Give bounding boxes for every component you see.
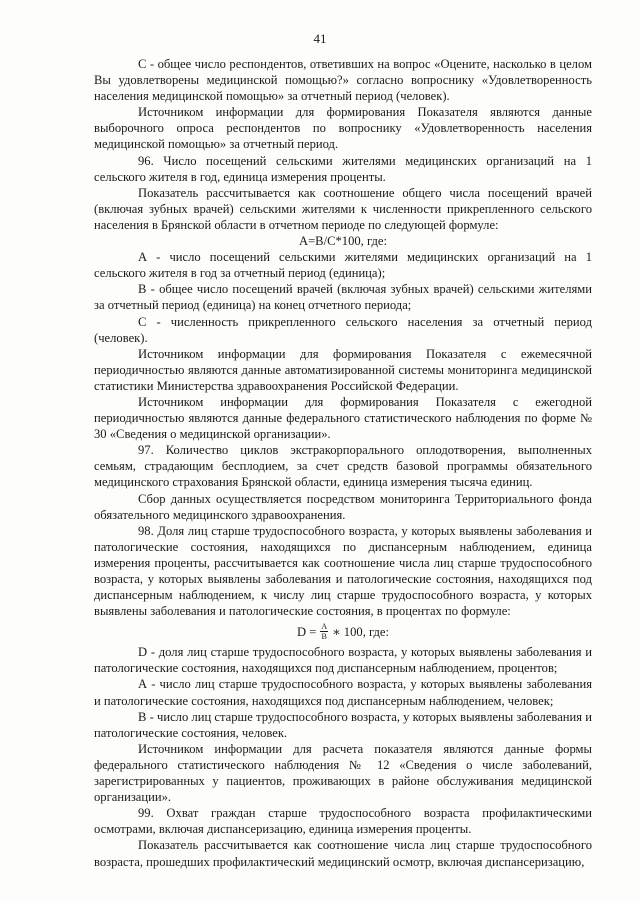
paragraph: Источником информации для формирования Показателя с ежегодной периодичностью являются данные федерального статистического наблюдения по форме № 30 «Сведения о медицинской организации». — [94, 394, 592, 442]
paragraph: Сбор данных осуществляется посредством мониторинга Территориального фонда обязательного медицинского здравоохранения. — [94, 491, 592, 522]
paragraphs-after-formula-1 — [94, 249, 592, 619]
paragraph: Показатель рассчитывается как соотношение числа лиц старше трудоспособного возраста, прошедших профилактический медицинский осмотр, включая диспансеризацию, — [94, 838, 592, 869]
paragraph: Показатель рассчитывается как соотношение общего числа посещений врачей (включая зубных врачей) сельскими жителями к численности прикрепленного сельского населения в Брянской области в отчетном периоде по следующей формуле: — [94, 185, 592, 232]
formula-2-numerator: A — [321, 622, 328, 632]
paragraph: В - общее число посещений врачей (включая зубных врачей) сельскими жителями за отчетный период (единица) на конец отчетного периода; — [94, 282, 592, 313]
paragraph: А - число лиц старше трудоспособного возраста, у которых выявлены заболевания и патологические состояния, находящихся под диспансерным наблюдением, человек; — [94, 677, 592, 708]
paragraph: С - общее число респондентов, ответивших на вопрос «Оцените, насколько в целом Вы удовлетворены медицинской помощью?» согласно вопроснику «Удовлетворенность населения медицинской помощью» за отчетный период (человек). — [94, 57, 592, 104]
page-number: 41 — [313, 31, 327, 46]
paragraph: С - численность прикрепленного сельского населения за отчетный период (человек). — [94, 314, 592, 345]
document-body — [94, 56, 592, 870]
paragraph: Источником информации для формирования Показателя являются данные выборочного опроса респондентов по вопроснику «Удовлетворенность населения медицинской помощью» за отчетный период. — [94, 105, 592, 152]
formula-2-lhs: D = — [296, 624, 317, 639]
formula-2-denominator: B — [321, 632, 327, 642]
formula-2-rhs: ∗ 100, где: — [332, 624, 390, 639]
paragraph: 97. Количество циклов экстракорпорального оплодотворения, выполненных семьям, страдающим бесплодием, за счет средств базовой программы обязательного медицинского страхования Брянской области, единица измерения тысяча единиц. — [94, 443, 592, 490]
paragraph: В - число лиц старше трудоспособного возраста, у которых выявлены заболевания и патологические состояния, человек. — [94, 709, 592, 740]
formula-1: А=В/С*100, где: — [298, 234, 387, 249]
paragraph: А - число посещений сельскими жителями медицинских организаций на 1 сельского жителя в год за отчетный период (единица); — [94, 250, 592, 281]
paragraphs-before-formula-1 — [94, 56, 592, 233]
paragraph: D - доля лиц старше трудоспособного возраста, у которых выявлены заболевания и патологические состояния, находящихся под диспансерным наблюдением, процентов; — [94, 645, 592, 676]
formula-2 — [94, 622, 592, 641]
paragraph: 99. Охват граждан старше трудоспособного возраста профилактическими осмотрами, включая диспансеризацию, единица измерения проценты. — [94, 806, 592, 837]
paragraphs-after-formula-2 — [94, 644, 592, 869]
paragraph: 98. Доля лиц старше трудоспособного возраста, у которых выявлены заболевания и патологические состояния, находящихся по диспансерным наблюдением, единица измерения проценты, рассчитывается как соотношение числа лиц старше трудоспособного возраста, у которых выявлены заболевания и патологические состояния, находящихся под диспансерным наблюдением, к числу лиц старше трудоспособного возраста, у которых выявлены заболевания и патологические состояния, в процентах по формуле: — [94, 523, 592, 619]
paragraph: Источником информации для формирования Показателя с ежемесячной периодичностью являются данные автоматизированной системы мониторинга медицинской статистики Министерства здравоохранения Российской Федерации. — [94, 346, 592, 393]
paragraph: 96. Число посещений сельскими жителями медицинских организаций на 1 сельского жителя в год, единица измерения проценты. — [94, 153, 592, 184]
formula-2-fraction — [320, 622, 328, 641]
paragraph: Источником информации для расчета показателя являются данные формы федерального статистического наблюдения № 12 «Сведения о числе заболеваний, зарегистрированных у пациентов, проживающих в районе обслуживания медицинской организации». — [94, 741, 592, 805]
